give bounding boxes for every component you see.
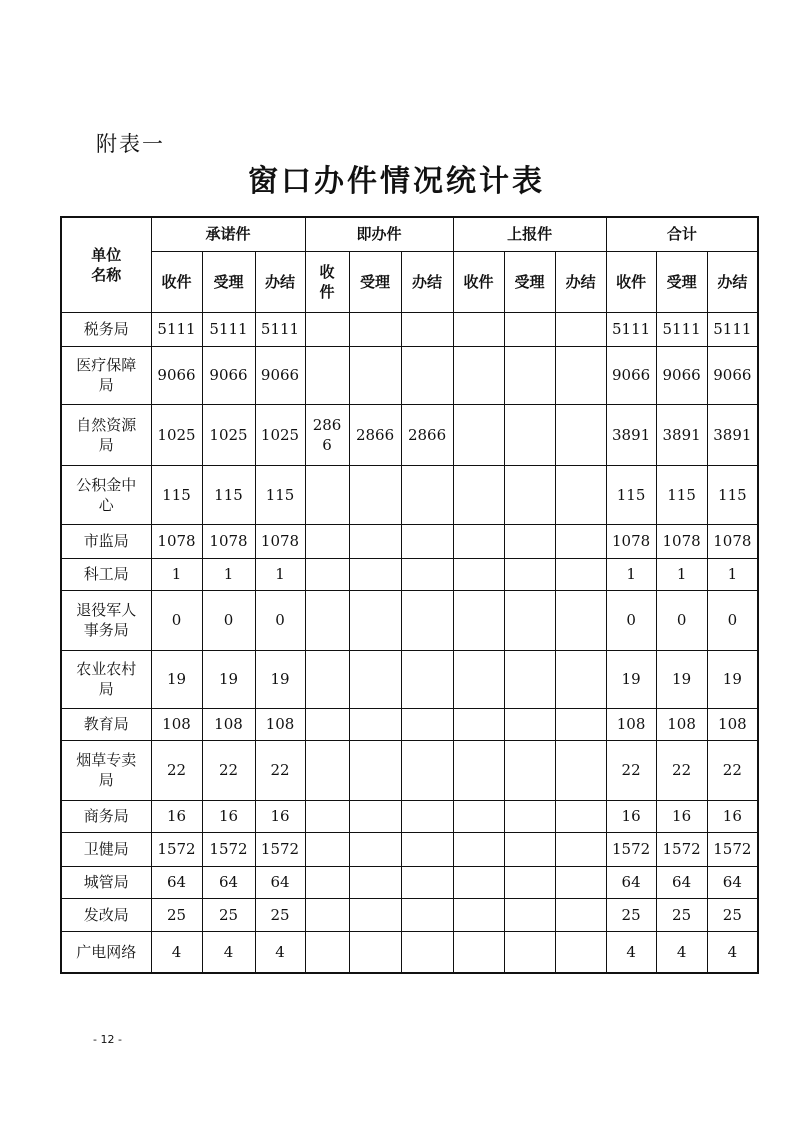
value-cell (305, 524, 349, 558)
value-cell: 4 (606, 931, 656, 973)
value-cell (305, 346, 349, 404)
value-cell: 0 (606, 590, 656, 650)
value-cell: 22 (606, 740, 656, 800)
value-cell: 4 (656, 931, 707, 973)
group-header-promise: 承诺件 (151, 217, 305, 251)
value-cell: 3891 (656, 404, 707, 465)
unit-name-cell: 退役军人 事务局 (61, 590, 151, 650)
value-cell (555, 898, 606, 931)
value-cell (349, 465, 401, 524)
value-cell: 9066 (202, 346, 255, 404)
value-cell: 5111 (656, 312, 707, 346)
value-cell: 115 (707, 465, 758, 524)
value-cell: 5111 (255, 312, 305, 346)
subheader-received: 收件 (151, 251, 202, 312)
value-cell (349, 590, 401, 650)
value-cell (504, 346, 555, 404)
statistics-table (60, 216, 759, 974)
value-cell: 1078 (255, 524, 305, 558)
value-cell: 115 (656, 465, 707, 524)
value-cell (349, 740, 401, 800)
value-cell (453, 832, 504, 866)
value-cell: 1078 (707, 524, 758, 558)
value-cell: 64 (606, 866, 656, 898)
value-cell (504, 590, 555, 650)
value-cell: 1572 (656, 832, 707, 866)
value-cell: 1025 (255, 404, 305, 465)
value-cell: 1 (707, 558, 758, 590)
subheader-accepted: 受理 (504, 251, 555, 312)
value-cell (453, 708, 504, 740)
value-cell (453, 590, 504, 650)
unit-name-cell: 税务局 (61, 312, 151, 346)
value-cell (555, 708, 606, 740)
group-header-total: 合计 (606, 217, 758, 251)
unit-name-cell: 科工局 (61, 558, 151, 590)
value-cell: 19 (606, 650, 656, 708)
value-cell (401, 866, 453, 898)
value-cell (453, 312, 504, 346)
value-cell (305, 650, 349, 708)
value-cell: 1 (656, 558, 707, 590)
value-cell: 25 (656, 898, 707, 931)
value-cell (401, 312, 453, 346)
value-cell (555, 404, 606, 465)
value-cell (401, 832, 453, 866)
table-row (61, 590, 758, 650)
subheader-received: 收件 (453, 251, 504, 312)
value-cell: 0 (255, 590, 305, 650)
value-cell: 64 (202, 866, 255, 898)
value-cell: 19 (707, 650, 758, 708)
value-cell (504, 866, 555, 898)
value-cell (453, 898, 504, 931)
value-cell (555, 800, 606, 832)
unit-name-cell: 自然资源 局 (61, 404, 151, 465)
value-cell: 108 (255, 708, 305, 740)
value-cell: 19 (151, 650, 202, 708)
subheader-accepted: 受理 (202, 251, 255, 312)
value-cell: 25 (151, 898, 202, 931)
value-cell: 108 (707, 708, 758, 740)
value-cell: 16 (707, 800, 758, 832)
subheader-completed: 办结 (255, 251, 305, 312)
value-cell: 1025 (151, 404, 202, 465)
value-cell (349, 866, 401, 898)
value-cell: 1078 (202, 524, 255, 558)
value-cell: 1572 (606, 832, 656, 866)
table-row (61, 524, 758, 558)
value-cell: 4 (255, 931, 305, 973)
value-cell: 25 (202, 898, 255, 931)
value-cell: 64 (255, 866, 305, 898)
value-cell: 9066 (707, 346, 758, 404)
value-cell: 5111 (707, 312, 758, 346)
value-cell (305, 558, 349, 590)
value-cell (401, 558, 453, 590)
value-cell: 64 (151, 866, 202, 898)
value-cell: 0 (202, 590, 255, 650)
value-cell: 1572 (707, 832, 758, 866)
unit-name-cell: 城管局 (61, 866, 151, 898)
value-cell (555, 346, 606, 404)
value-cell: 0 (656, 590, 707, 650)
value-cell: 16 (255, 800, 305, 832)
unit-name-cell: 农业农村 局 (61, 650, 151, 708)
value-cell (349, 524, 401, 558)
value-cell: 108 (606, 708, 656, 740)
value-cell: 1 (151, 558, 202, 590)
value-cell: 5111 (151, 312, 202, 346)
value-cell: 1078 (656, 524, 707, 558)
value-cell: 1 (606, 558, 656, 590)
value-cell (555, 650, 606, 708)
value-cell (555, 558, 606, 590)
unit-name-cell: 教育局 (61, 708, 151, 740)
value-cell (504, 524, 555, 558)
value-cell (453, 740, 504, 800)
table-row (61, 740, 758, 800)
table-row (61, 465, 758, 524)
value-cell (555, 465, 606, 524)
value-cell (349, 708, 401, 740)
value-cell: 19 (656, 650, 707, 708)
value-cell: 0 (707, 590, 758, 650)
subheader-accepted: 受理 (349, 251, 401, 312)
value-cell: 19 (202, 650, 255, 708)
value-cell: 22 (255, 740, 305, 800)
group-header-row (61, 217, 758, 251)
value-cell (453, 931, 504, 973)
value-cell: 9066 (656, 346, 707, 404)
value-cell (453, 866, 504, 898)
subheader-completed: 办结 (555, 251, 606, 312)
subheader-received: 收件 (606, 251, 656, 312)
value-cell (504, 708, 555, 740)
value-cell (305, 866, 349, 898)
table-row (61, 558, 758, 590)
value-cell (401, 650, 453, 708)
value-cell (453, 465, 504, 524)
unit-name-cell: 市监局 (61, 524, 151, 558)
unit-name-cell: 公积金中 心 (61, 465, 151, 524)
value-cell (305, 708, 349, 740)
value-cell (555, 590, 606, 650)
value-cell (305, 590, 349, 650)
value-cell: 64 (656, 866, 707, 898)
value-cell: 64 (707, 866, 758, 898)
value-cell: 16 (151, 800, 202, 832)
value-cell (349, 650, 401, 708)
value-cell (453, 650, 504, 708)
value-cell (453, 800, 504, 832)
value-cell (453, 346, 504, 404)
value-cell: 9066 (255, 346, 305, 404)
annex-label: 附表一 (96, 132, 165, 156)
value-cell: 0 (151, 590, 202, 650)
unit-name-cell: 发改局 (61, 898, 151, 931)
value-cell: 9066 (606, 346, 656, 404)
value-cell: 1025 (202, 404, 255, 465)
value-cell (504, 832, 555, 866)
table-row (61, 800, 758, 832)
value-cell: 1 (202, 558, 255, 590)
value-cell (504, 740, 555, 800)
value-cell: 1078 (606, 524, 656, 558)
page-number: - 12 - (93, 1033, 122, 1046)
value-cell (555, 866, 606, 898)
value-cell: 1 (255, 558, 305, 590)
value-cell (504, 312, 555, 346)
table-row (61, 832, 758, 866)
unit-name-cell: 卫健局 (61, 832, 151, 866)
value-cell (555, 931, 606, 973)
value-cell (504, 800, 555, 832)
group-header-reported: 上报件 (453, 217, 606, 251)
table-row (61, 866, 758, 898)
value-cell (401, 740, 453, 800)
value-cell: 286 6 (305, 404, 349, 465)
value-cell (401, 708, 453, 740)
unit-name-cell: 广电网络 (61, 931, 151, 973)
value-cell: 25 (707, 898, 758, 931)
value-cell: 5111 (202, 312, 255, 346)
subheader-received: 收 件 (305, 251, 349, 312)
value-cell (349, 832, 401, 866)
value-cell (555, 312, 606, 346)
value-cell: 108 (151, 708, 202, 740)
table-row (61, 898, 758, 931)
value-cell (349, 931, 401, 973)
value-cell (305, 832, 349, 866)
value-cell: 25 (606, 898, 656, 931)
value-cell: 115 (606, 465, 656, 524)
value-cell (453, 404, 504, 465)
value-cell (305, 740, 349, 800)
value-cell (305, 898, 349, 931)
unit-column-header: 单位 名称 (61, 217, 151, 312)
value-cell (305, 465, 349, 524)
value-cell: 22 (151, 740, 202, 800)
value-cell (401, 931, 453, 973)
value-cell (453, 558, 504, 590)
value-cell: 108 (202, 708, 255, 740)
value-cell (401, 898, 453, 931)
value-cell (504, 650, 555, 708)
value-cell (401, 800, 453, 832)
value-cell (305, 312, 349, 346)
value-cell (349, 558, 401, 590)
value-cell (401, 346, 453, 404)
value-cell (504, 898, 555, 931)
value-cell (305, 931, 349, 973)
table-row (61, 931, 758, 973)
value-cell: 108 (656, 708, 707, 740)
value-cell: 115 (255, 465, 305, 524)
subheader-accepted: 受理 (656, 251, 707, 312)
value-cell: 16 (656, 800, 707, 832)
table-row (61, 346, 758, 404)
value-cell (453, 524, 504, 558)
value-cell (555, 524, 606, 558)
table-row (61, 404, 758, 465)
value-cell: 4 (707, 931, 758, 973)
document-title: 窗口办件情况统计表 (248, 164, 545, 199)
value-cell: 5111 (606, 312, 656, 346)
value-cell: 4 (202, 931, 255, 973)
sub-header-row (61, 251, 758, 312)
value-cell: 115 (202, 465, 255, 524)
value-cell: 22 (202, 740, 255, 800)
value-cell (305, 800, 349, 832)
group-header-immediate: 即办件 (305, 217, 453, 251)
value-cell (504, 465, 555, 524)
value-cell: 25 (255, 898, 305, 931)
value-cell: 3891 (606, 404, 656, 465)
value-cell: 16 (606, 800, 656, 832)
subheader-completed: 办结 (401, 251, 453, 312)
unit-name-cell: 商务局 (61, 800, 151, 832)
value-cell: 1572 (151, 832, 202, 866)
value-cell: 2866 (349, 404, 401, 465)
unit-name-cell: 烟草专卖 局 (61, 740, 151, 800)
value-cell: 22 (656, 740, 707, 800)
value-cell: 16 (202, 800, 255, 832)
value-cell: 1572 (255, 832, 305, 866)
value-cell (555, 740, 606, 800)
table-row (61, 650, 758, 708)
value-cell (349, 800, 401, 832)
table-row (61, 708, 758, 740)
value-cell (401, 590, 453, 650)
value-cell: 22 (707, 740, 758, 800)
value-cell: 1078 (151, 524, 202, 558)
value-cell: 2866 (401, 404, 453, 465)
table-body (61, 312, 758, 973)
subheader-completed: 办结 (707, 251, 758, 312)
value-cell (349, 312, 401, 346)
value-cell (504, 404, 555, 465)
value-cell (349, 346, 401, 404)
value-cell (555, 832, 606, 866)
value-cell: 3891 (707, 404, 758, 465)
value-cell: 115 (151, 465, 202, 524)
unit-name-cell: 医疗保障 局 (61, 346, 151, 404)
value-cell: 9066 (151, 346, 202, 404)
value-cell: 1572 (202, 832, 255, 866)
table-row (61, 312, 758, 346)
value-cell (504, 558, 555, 590)
value-cell: 19 (255, 650, 305, 708)
value-cell (504, 931, 555, 973)
value-cell (401, 465, 453, 524)
value-cell (401, 524, 453, 558)
value-cell: 4 (151, 931, 202, 973)
value-cell (349, 898, 401, 931)
